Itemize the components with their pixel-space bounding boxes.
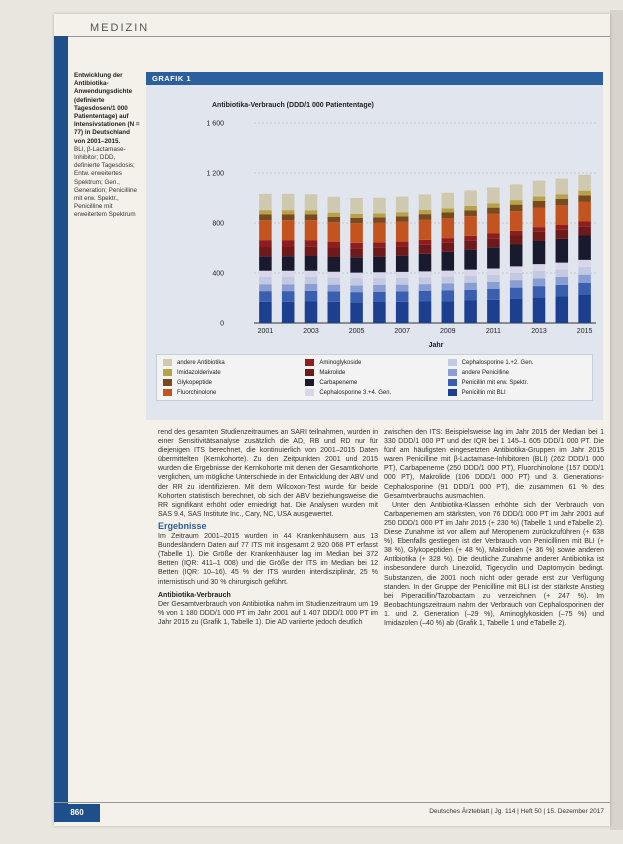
bar-segment	[373, 213, 386, 217]
bar-segment	[419, 210, 432, 214]
bar-segment	[305, 240, 318, 247]
chart-legend	[156, 354, 593, 401]
bar-segment	[328, 217, 341, 223]
bar-segment	[556, 239, 569, 263]
legend-label: Aminoglykoside	[319, 359, 362, 366]
bar-segment	[373, 198, 386, 214]
bar-segment	[578, 202, 591, 222]
bar-segment	[328, 272, 341, 278]
x-tick-label: 2011	[485, 328, 501, 335]
bar-segment	[578, 226, 591, 235]
bar-segment	[556, 194, 569, 199]
bar-segment	[442, 208, 455, 212]
legend-label: Fluorchinolone	[177, 389, 217, 396]
bar-segment	[442, 193, 455, 209]
legend-item	[305, 368, 443, 377]
adjacent-page-edge	[610, 10, 623, 830]
bar-segment	[396, 278, 409, 285]
y-tick-label: 400	[212, 270, 224, 278]
legend-swatch	[305, 369, 314, 376]
bar-segment	[282, 247, 295, 256]
bar-segment	[442, 218, 455, 238]
bar-segment	[533, 208, 546, 228]
bar-segment	[373, 272, 386, 278]
bar-segment	[578, 267, 591, 275]
bar-segment	[487, 300, 500, 323]
bar-segment	[487, 203, 500, 207]
legend-swatch	[305, 389, 314, 396]
bar-segment	[396, 247, 409, 256]
bar-segment	[510, 288, 523, 299]
bar-segment	[305, 215, 318, 221]
legend-item	[163, 388, 301, 397]
bar-segment	[487, 247, 500, 268]
legend-label: Cephalosporine 1.+2. Gen.	[461, 359, 534, 366]
bar-segment	[373, 278, 386, 285]
bar-segment	[305, 194, 318, 210]
bar-segment	[578, 275, 591, 283]
legend-item	[448, 358, 586, 367]
bar-segment	[442, 238, 455, 243]
legend-swatch	[305, 359, 314, 366]
bar-segment	[556, 225, 569, 230]
bar-segment	[282, 215, 295, 221]
legend-swatch	[448, 389, 457, 396]
bar-segment	[533, 196, 546, 201]
bar-segment	[578, 294, 591, 323]
bar-segment	[510, 200, 523, 205]
bar-segment	[533, 227, 546, 232]
bar-segment	[510, 245, 523, 267]
bar-segment	[350, 223, 363, 243]
bar-segment	[396, 291, 409, 301]
bar-segment	[328, 222, 341, 242]
legend-item	[163, 378, 301, 387]
x-tick-label: 2013	[531, 328, 547, 335]
bar-segment	[556, 277, 569, 285]
x-tick-labels	[258, 328, 593, 335]
bar-segment	[442, 252, 455, 271]
legend-item	[448, 368, 586, 377]
x-tick-label: 2003	[303, 328, 319, 335]
bar-segment	[533, 241, 546, 264]
bar-segment	[282, 291, 295, 302]
bar-segment	[350, 218, 363, 224]
bar-segment	[487, 282, 500, 289]
bar-segment	[396, 302, 409, 323]
bar-segment	[373, 223, 386, 243]
bar-segment	[328, 285, 341, 292]
x-tick-label: 2015	[576, 328, 593, 335]
bar-segment	[328, 257, 341, 272]
bar-segment	[578, 283, 591, 295]
paragraph: rend des gesamten Studienzeitraumes an SARI teilnahmen, wurden in einer Sensitivitätsanalyse zusätzlich die AD, RB und RD nur für diejenigen ITS berechnet, die kontinuierlich von 2001–2015 Daten übermittelten (Kernkohorte). Zu den Zeitpunkten 2001 und 2015 wurden die Ergebnisse der Kernkohorte mit denen der Gesamtkohorte verglichen, um mögliche Unterschiede in der Entwicklung der ABV und der RR zu identifizieren. Mit dem Wilcoxon-Test wurde für beide Kohorten statistisch berechnet, ob sich der ABV beziehungsweise die RR signifikant erhöht oder erniedrigt hat. Die Analysen wurden mit SAS 9.4, SAS Institute Inc., Cary, NC, USA ausgewertet.	[158, 429, 378, 518]
figure-label: GRAFIK 1	[146, 72, 603, 85]
legend-swatch	[163, 379, 172, 386]
bar-segment	[442, 277, 455, 284]
bar-segment	[464, 216, 477, 236]
paragraph: Der Gesamtverbrauch von Antibiotika nahm im Studienzeitraum um 19 % von 1 180 DDD/1 000 PT im Jahr 2001 auf 1 407 DDD/1 000 PT im Jahr 2015 zu (Grafik 1, Tabelle 1). Die AD variierte jedoch deutlich	[158, 600, 378, 626]
bar-segment	[282, 271, 295, 277]
legend-label: Glykopeptide	[177, 379, 213, 386]
bar-segment	[350, 257, 363, 272]
bar-segment	[464, 236, 477, 241]
bar-segment	[373, 242, 386, 247]
x-tick-label: 2007	[394, 328, 410, 335]
sidebar-color-bar	[54, 36, 68, 806]
bar-segment	[464, 290, 477, 301]
bar-segment	[556, 263, 569, 270]
stacked-bar-chart	[146, 85, 603, 355]
bar-segment	[487, 238, 500, 247]
bar-segment	[396, 242, 409, 247]
bar-segment	[556, 199, 569, 206]
bar-segment	[510, 184, 523, 200]
legend-grid	[156, 354, 593, 401]
paragraph: Unter den Antibiotika-Klassen erhöhte sich der Verbrauch von Carbapenemen am stärksten, von 76 DDD/1 000 PT im Jahr 2001 auf 250 DDD/1 000 PT im Jahr 2015 (+ 230 %) (Tabelle 1 und eTabelle 2). Diese Zunahme ist vor allem auf Meropenem zurückzuführen (+ 638 %). Ebenfalls gestiegen ist der Verbrauch von Penicillinen mit BLI (+ 38 %), Glykopeptiden (+ 48 %), Makroliden (+ 36 %) sowie anderen Antibiotika (+ 328 %). Die deutliche Zunahme anderer Antibiotika ist insbesondere durch Linezolid, Tigecyclin und Daptomycin bedingt. Substanzen, die 2001 noch nicht oder gerade erst zur Verfügung standen. In der Gruppe der Penicilline mit BLI ist der stärkste Anstieg bei Piperacillin/Tazobactam zu verzeichnen (+ 247 %). Im Beobachtungszeitraum nahm der Verbrauch von Cephalosporinen der 1. und 2. Generation (–29 %), Aminoglykosiden (–75 %) und Imidazolen (–40 %) ab (Grafik 1, Tabelle 1 und eTabelle 2).	[384, 501, 604, 627]
x-tick-label: 2001	[257, 328, 274, 335]
bar-segment	[305, 271, 318, 277]
bar-segment	[578, 195, 591, 202]
caption-body: BLI, β-Lactamase-Inhibitor; DDD, definierte Tagesdosis; Entw. erweitertes Spektrum; Gen., Generation; Penicilline mit erw. Spektr., Penicilline mit erweitertem Spektrum	[74, 145, 138, 219]
bar-segment	[556, 296, 569, 323]
bar-segment	[373, 257, 386, 273]
legend-swatch	[448, 359, 457, 366]
bar-segment	[487, 269, 500, 275]
bar-segment	[350, 273, 363, 279]
bar-segment	[556, 270, 569, 278]
bar-segment	[259, 284, 272, 291]
bar-segment	[487, 188, 500, 204]
y-tick-label: 1 600	[206, 120, 224, 128]
x-tick-label: 2009	[440, 328, 456, 335]
bar-segment	[282, 277, 295, 285]
bar-segment	[533, 201, 546, 208]
bars-group	[259, 175, 591, 323]
legend-swatch	[305, 379, 314, 386]
y-tick-label: 1 200	[206, 170, 224, 178]
bar-segment	[442, 291, 455, 302]
legend-swatch	[163, 359, 172, 366]
bar-segment	[442, 301, 455, 323]
bar-segment	[328, 197, 341, 213]
legend-swatch	[448, 369, 457, 376]
bar-segment	[464, 190, 477, 206]
bar-segment	[305, 210, 318, 214]
bar-segment	[282, 194, 295, 210]
bar-segment	[419, 302, 432, 324]
y-tick-label: 0	[220, 320, 224, 328]
figure-box	[146, 72, 603, 420]
bar-segment	[464, 241, 477, 250]
bar-segment	[350, 292, 363, 302]
legend-label: andere Penicilline	[461, 369, 510, 376]
bar-segment	[487, 208, 500, 214]
bar-segment	[510, 205, 523, 212]
legend-label: Makrolide	[319, 369, 346, 376]
bar-segment	[328, 248, 341, 257]
bar-segment	[305, 247, 318, 256]
bar-segment	[305, 302, 318, 324]
bar-segment	[350, 302, 363, 323]
bar-segment	[328, 302, 341, 323]
legend-swatch	[163, 389, 172, 396]
bar-segment	[373, 292, 386, 302]
bar-segment	[578, 236, 591, 260]
bar-segment	[578, 191, 591, 196]
legend-swatch	[163, 369, 172, 376]
bar-segment	[396, 272, 409, 278]
caption-title: Entwicklung der Antibiotika-Anwendungsdichte (definierte Tagesdosen/1 000 Patiententage) auf Intensivstationen (N = 77) in Deutschland von 2001–2015.	[74, 72, 140, 145]
bar-segment	[373, 285, 386, 292]
bar-segment	[442, 271, 455, 277]
bar-segment	[510, 280, 523, 288]
legend-label: Penicillin mit BLI	[461, 389, 506, 396]
legend-label: Cephalosporine 3.+4. Gen.	[319, 389, 392, 396]
bar-segment	[510, 236, 523, 245]
bar-segment	[510, 299, 523, 323]
bar-segment	[533, 232, 546, 241]
journal-citation: Deutsches Ärzteblatt | Jg. 114 | Heft 50 | 15. Dezember 2017	[429, 808, 604, 815]
bar-segment	[350, 248, 363, 257]
bar-segment	[419, 214, 432, 220]
bar-segment	[510, 273, 523, 280]
bar-segment	[510, 211, 523, 231]
legend-label: Carbapeneme	[319, 379, 358, 386]
running-head: MEDIZIN	[90, 22, 150, 34]
bar-segment	[419, 194, 432, 210]
bar-segment	[328, 278, 341, 285]
bar-segment	[396, 222, 409, 242]
subheading-antibiotic-usage: Antibiotika-Verbrauch	[158, 591, 231, 599]
journal-page	[54, 14, 610, 826]
bar-segment	[350, 214, 363, 218]
bar-segment	[556, 179, 569, 195]
bar-segment	[396, 212, 409, 216]
page-number: 860	[54, 804, 100, 822]
bar-segment	[396, 285, 409, 292]
paragraph: zwischen den ITS: Beispielsweise lag im Jahr 2015 der Median bei 1 330 DDD/1 000 PT und der IQR bei 1 145–1 605 DDD/1 000 PT. Die fünf am häufigsten eingesetzten Antibiotika-Gruppen im Jahr 2015 waren Penicilline mit β-Lactamase-Inhibitoren (BLI) (262 DDD/1 000 PT), Carbapeneme (250 DDD/1 000 PT), Fluorchinolone (157 DDD/1 000 PT), Makrolide (106 DDD/1 000 PT) und 3. Generations-Cephalosporine (91 DDD/1 000 PT), die zusammen 61 % des Gesamtverbrauchs ausmachten.	[384, 429, 604, 500]
section-heading-results: Ergebnisse	[158, 520, 207, 531]
bar-segment	[396, 197, 409, 213]
bar-segment	[259, 256, 272, 270]
bar-segment	[259, 291, 272, 302]
bar-segment	[350, 198, 363, 214]
legend-item	[305, 388, 443, 397]
bar-segment	[350, 285, 363, 292]
x-tick-label: 2005	[348, 328, 365, 335]
footer-rule	[54, 802, 610, 803]
bar-segment	[282, 256, 295, 270]
header-rule	[54, 36, 610, 37]
bar-segment	[487, 289, 500, 300]
bar-segment	[419, 245, 432, 254]
bar-segment	[350, 279, 363, 286]
bar-segment	[282, 240, 295, 247]
bar-segment	[282, 210, 295, 214]
bar-segment	[419, 291, 432, 302]
bar-segment	[373, 248, 386, 257]
bar-segment	[282, 220, 295, 240]
y-tick-label: 800	[212, 220, 224, 228]
bar-segment	[259, 194, 272, 210]
bar-segment	[533, 271, 546, 279]
bar-segment	[419, 254, 432, 272]
bar-segment	[556, 205, 569, 225]
bar-segment	[350, 243, 363, 249]
y-tick-labels	[206, 121, 224, 328]
bar-segment	[259, 215, 272, 221]
y-axis-label: Antibiotika-Verbrauch (DDD/1 000 Patiententage)	[212, 102, 374, 109]
bar-segment	[259, 240, 272, 247]
figure-caption	[74, 72, 142, 220]
bar-segment	[464, 206, 477, 210]
bar-segment	[464, 276, 477, 283]
legend-item	[305, 378, 443, 387]
bar-segment	[442, 243, 455, 252]
bar-segment	[396, 256, 409, 272]
bar-segment	[533, 181, 546, 197]
legend-label: andere Antibiotika	[177, 359, 225, 366]
legend-label: Penicillin mit erw. Spektr.	[461, 379, 529, 386]
bar-segment	[442, 213, 455, 219]
bar-segment	[464, 301, 477, 324]
bar-segment	[305, 220, 318, 240]
legend-item	[448, 388, 586, 397]
bar-segment	[328, 291, 341, 301]
bar-segment	[373, 302, 386, 323]
legend-swatch	[448, 379, 457, 386]
bar-segment	[259, 277, 272, 285]
bar-segment	[328, 213, 341, 217]
bar-segment	[305, 291, 318, 302]
bar-segment	[533, 264, 546, 271]
text-column-left	[158, 428, 378, 627]
bar-segment	[464, 283, 477, 290]
bar-segment	[259, 247, 272, 256]
bar-segment	[556, 285, 569, 296]
legend-item	[305, 358, 443, 367]
bar-segment	[373, 217, 386, 223]
legend-item	[163, 358, 301, 367]
bar-segment	[556, 230, 569, 239]
bar-segment	[487, 214, 500, 234]
bar-segment	[578, 260, 591, 267]
bar-segment	[464, 270, 477, 276]
legend-item	[163, 368, 301, 377]
bar-segment	[305, 284, 318, 291]
bar-segment	[259, 302, 272, 323]
bar-segment	[487, 234, 500, 239]
bar-segment	[259, 220, 272, 240]
bar-segment	[259, 271, 272, 277]
bar-segment	[282, 284, 295, 291]
bar-segment	[533, 286, 546, 297]
bar-segment	[510, 231, 523, 236]
paragraph: Im Zeitraum 2001–2015 wurden in 44 Krankenhäusern aus 13 Bundesländern Daten auf 77 ITS mit insgesamt 2 920 068 PT erfasst (Tabelle 1). Die Größe der Krankenhäuser lag im Median bei 372 Betten (IQR: 411–1 008) und die Größe der ITS im Median bei 12 Betten (IQR: 10–16). 45 % der ITS wurden interdisziplinär, 25 % internistisch und 30 % chirurgisch geführt.	[158, 533, 378, 586]
x-axis-label: Jahr	[428, 342, 444, 349]
bar-segment	[305, 277, 318, 284]
bar-segment	[419, 284, 432, 291]
bar-segment	[259, 210, 272, 214]
bar-segment	[464, 210, 477, 216]
bar-segment	[419, 220, 432, 240]
bar-segment	[442, 284, 455, 291]
bar-segment	[533, 278, 546, 286]
bar-segment	[328, 242, 341, 248]
bar-segment	[419, 277, 432, 284]
bar-segment	[510, 266, 523, 273]
bar-segment	[487, 275, 500, 282]
bar-segment	[396, 216, 409, 222]
bar-segment	[282, 302, 295, 323]
bar-segment	[464, 250, 477, 270]
legend-label: Imidazolderivate	[177, 369, 221, 376]
legend-item	[448, 378, 586, 387]
text-column-right	[384, 428, 604, 628]
bar-segment	[419, 240, 432, 245]
bar-segment	[419, 271, 432, 277]
bar-segment	[578, 175, 591, 191]
bar-segment	[533, 297, 546, 323]
bar-segment	[305, 256, 318, 271]
bar-segment	[578, 222, 591, 227]
